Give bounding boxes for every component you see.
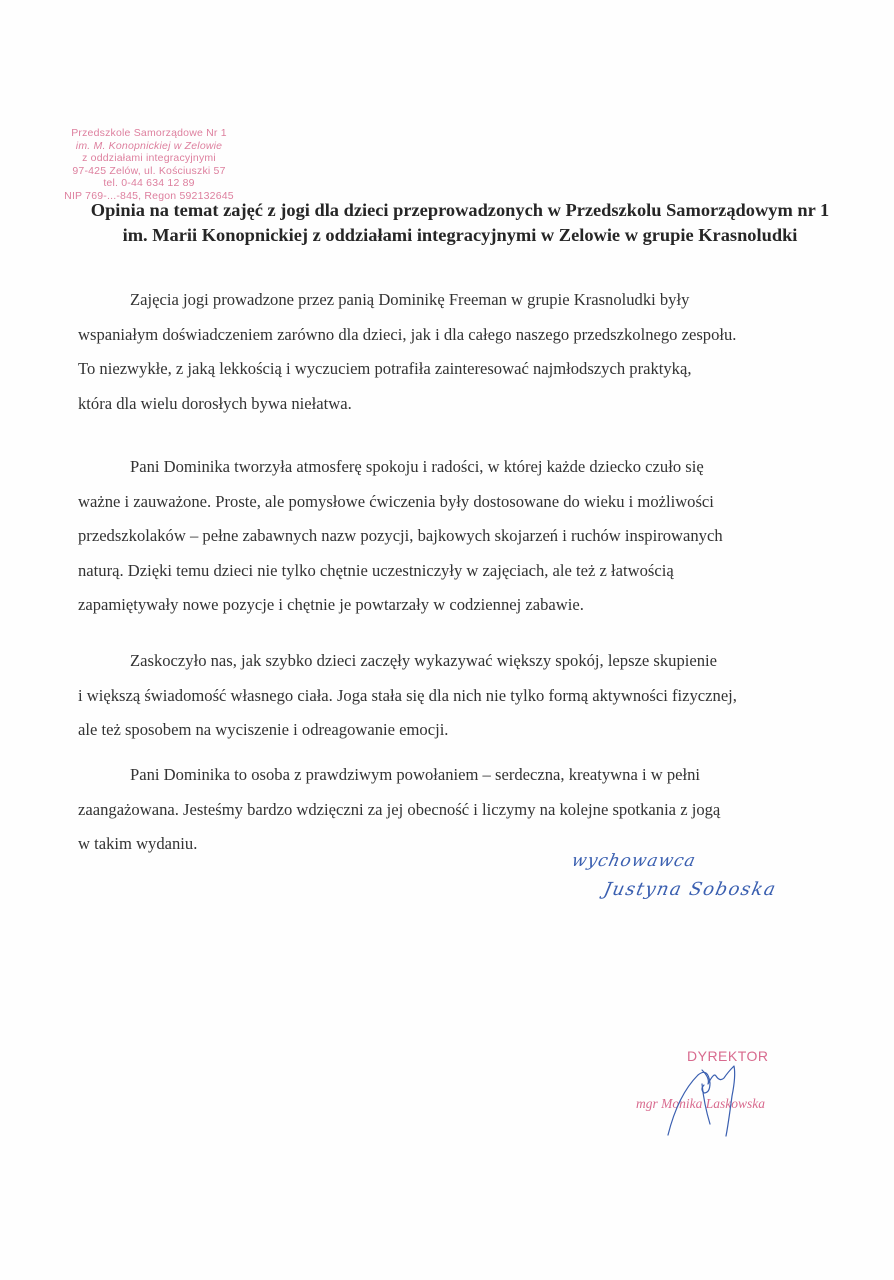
stamp-line: z oddziałami integracyjnymi (82, 152, 216, 165)
paragraph-line: ale też sposobem na wyciszenie i odreagowanie emocji. (78, 720, 449, 739)
school-stamp (34, 127, 264, 203)
stamp-line: tel. 0-44 634 12 89 (103, 177, 195, 190)
teacher-signature (560, 845, 830, 925)
title-line-2: im. Marii Konopnickiej z oddziałami integracyjnymi w Zelowie w grupie Krasnoludki (122, 225, 798, 245)
stamp-line: im. M. Konopnickiej w Zelowie (75, 139, 223, 152)
stamp-line: Przedszkole Samorządowe Nr 1 (71, 127, 227, 139)
paragraph-line: w takim wydaniu. (78, 834, 198, 853)
director-name: mgr Monika Laskowska (636, 1096, 765, 1111)
paragraph-2 (78, 450, 848, 623)
paragraph-line: zapamiętywały nowe pozycje i chętnie je powtarzały w codziennej zabawie. (78, 595, 584, 614)
document-title (60, 198, 860, 248)
paragraph-line: naturą. Dzięki temu dzieci nie tylko chętnie uczestniczyły w zajęciach, ale też z łatwością (78, 560, 674, 580)
paragraph-line: Zajęcia jogi prowadzone przez panią Dominikę Freeman w grupie Krasnoludki były (130, 290, 690, 309)
paragraph-line: Zaskoczyło nas, jak szybko dzieci zaczęły wykazywać większy spokój, lepsze skupienie (130, 651, 718, 670)
paragraph-line: ważne i zauważone. Proste, ale pomysłowe ćwiczenia były dostosowane do wieku i możliwości (78, 491, 714, 511)
paragraph-line: Pani Dominika to osoba z prawdziwym powołaniem – serdeczna, kreatywna i w pełni (130, 765, 701, 784)
paragraph-line: wspaniałym doświadczeniem zarówno dla dzieci, jak i dla całego naszego przedszkolnego zespołu. (78, 324, 737, 344)
paragraph-line: To niezwykłe, z jaką lekkością i wyczuciem potrafiła zainteresować najmłodszych praktyką, (78, 359, 692, 378)
director-signature-image (630, 1040, 830, 1150)
paragraph-1 (78, 283, 848, 421)
stamp-line: 97-425 Zelów, ul. Kościuszki 57 (72, 164, 226, 177)
title-line-1: Opinia na temat zajęć z jogi dla dzieci przeprowadzonych w Przedszkolu Samorządowym nr 1 (90, 200, 830, 220)
paragraph-3 (78, 644, 848, 748)
paragraph-line: przedszkolaków – pełne zabawnych nazw pozycji, bajkowych skojarzeń i ruchów inspirowanych (78, 526, 723, 545)
paragraph-line: która dla wielu dorosłych bywa niełatwa. (78, 393, 352, 413)
teacher-signature-role: wychowawca (569, 851, 698, 871)
teacher-signature-name: Justyna Soboska (601, 879, 779, 900)
director-signature-block (630, 1040, 830, 1150)
stamp-line: NIP 769-...-845, Regon 592132645 (64, 189, 234, 202)
paragraph-line: Pani Dominika tworzyła atmosferę spokoju i radości, w której każde dziecko czuło się (130, 457, 704, 476)
director-role: DYREKTOR (687, 1048, 769, 1064)
paragraph-line: i większą świadomość własnego ciała. Joga stała się dla nich nie tylko formą aktywności fizycznej, (78, 685, 737, 705)
paragraph-line: zaangażowana. Jesteśmy bardzo wdzięczni za jej obecność i liczymy na kolejne spotkania z jogą (78, 799, 721, 819)
